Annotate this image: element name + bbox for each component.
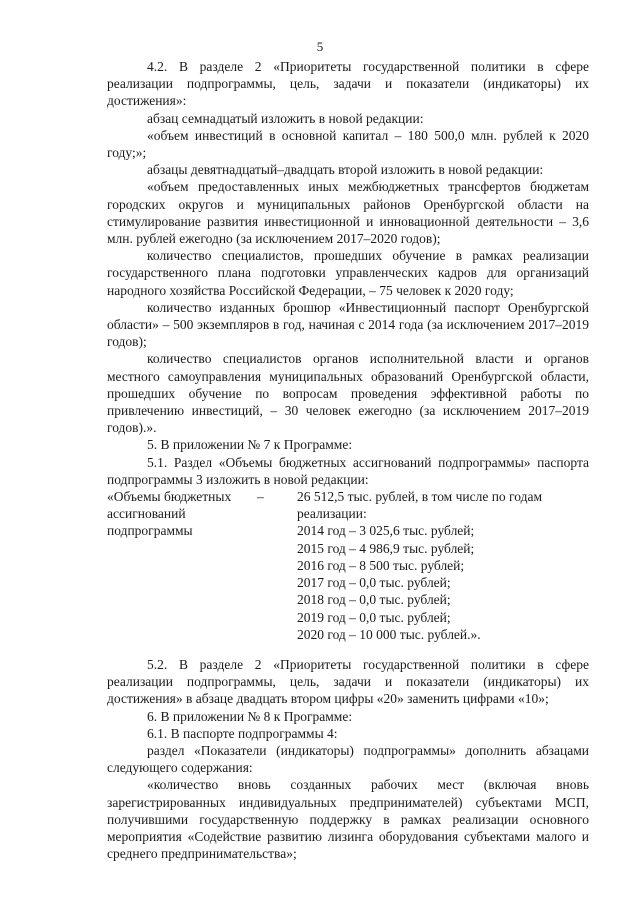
page-number: 5: [316, 39, 324, 54]
budget-year-line: 2020 год – 10 000 тыс. рублей.».: [297, 626, 481, 642]
budget-year-line: 2018 год – 0,0 тыс. рублей;: [297, 592, 451, 608]
paragraph: количество специалистов органов исполнительной власти и органов местного самоуправления муниципальных образований Оренбургской области, прошедших обучение по вопросам проведения эффективной работы по привлечению инвестиций, – 30 человек ежегодно (за исключением 2017–2019 годов).».: [107, 351, 589, 436]
paragraph: «объем инвестиций в основной капитал – 180 500,0 млн. рублей к 2020 году;»;: [107, 127, 589, 161]
paragraph: 5.2. В разделе 2 «Приоритеты государственной политики в сфере реализации подпрограммы, цель, задачи и показатели (индикаторы) их достижения» в абзаце двадцать втором цифры «20» заменить цифрами «10»;: [107, 656, 589, 707]
section-6-heading: 6. В приложении № 8 к Программе:: [147, 708, 353, 724]
paragraph: количество изданных брошюр «Инвестиционный паспорт Оренбургской области» – 500 экземпляров в год, начиная с 2014 года (за исключением 2017–2019 годов);: [107, 299, 589, 350]
paragraph: «количество вновь созданных рабочих мест (включая вновь зарегистрированных индивидуальных предпринимателей) субъектами МСП, получившими государственную поддержку в рамках реализации основного мероприятия «Содействие развитию лизинга оборудования субъектами малого и среднего предпринимательства»;: [107, 777, 589, 862]
paragraph: «объем предоставленных иных межбюджетных трансфертов бюджетам городских округов и муниципальных районов Оренбургской области на стимулирование развития инвестиционной и инновационной деятельности – 3,6 млн. рублей ежегодно (за исключением 2017–2020 годов);: [107, 179, 589, 247]
paragraph: абзац семнадцатый изложить в новой редакции:: [147, 110, 424, 126]
document-body: [107, 58, 589, 862]
paragraph: 6.1. В паспорте подпрограммы 4:: [147, 725, 338, 741]
budget-year-line: 2016 год – 8 500 тыс. рублей;: [297, 557, 465, 573]
budget-year-line: 2015 год – 4 986,9 тыс. рублей;: [297, 540, 475, 556]
paragraph: количество специалистов, прошедших обучение в рамках реализации государственного плана подготовки управленческих кадров для организаций народного хозяйства Российской Федерации, – 75 человек к 2020 году;: [107, 248, 589, 298]
budget-total: 26 512,5 тыс. рублей, в том числе по годам реализации:: [297, 489, 543, 522]
budget-values: [297, 488, 589, 643]
section-5-heading: 5. В приложении № 7 к Программе:: [147, 437, 353, 453]
budget-label: «Объемы бюджетных ассигнований подпрограммы: [107, 489, 232, 539]
budget-allocation-block: [107, 488, 589, 643]
paragraph: раздел «Показатели (индикаторы) подпрограммы» дополнить абзацами следующего содержания:: [107, 742, 589, 776]
paragraph: 5.1. Раздел «Объемы бюджетных ассигнований подпрограммы» паспорта подпрограммы 3 изложить в новой редакции:: [107, 454, 589, 487]
budget-year-line: 2019 год – 0,0 тыс. рублей;: [297, 609, 451, 625]
budget-year-line: 2014 год – 3 025,6 тыс. рублей;: [297, 523, 475, 539]
paragraph: абзацы девятнадцатый–двадцать второй изложить в новой редакции:: [147, 162, 544, 178]
budget-dash: –: [257, 489, 264, 505]
budget-year-line: 2017 год – 0,0 тыс. рублей;: [297, 575, 451, 591]
section-4-2-heading: 4.2. В разделе 2 «Приоритеты государственной политики в сфере реализации подпрограммы, цель, задачи и показатели (индикаторы) их достижения»:: [107, 59, 589, 109]
